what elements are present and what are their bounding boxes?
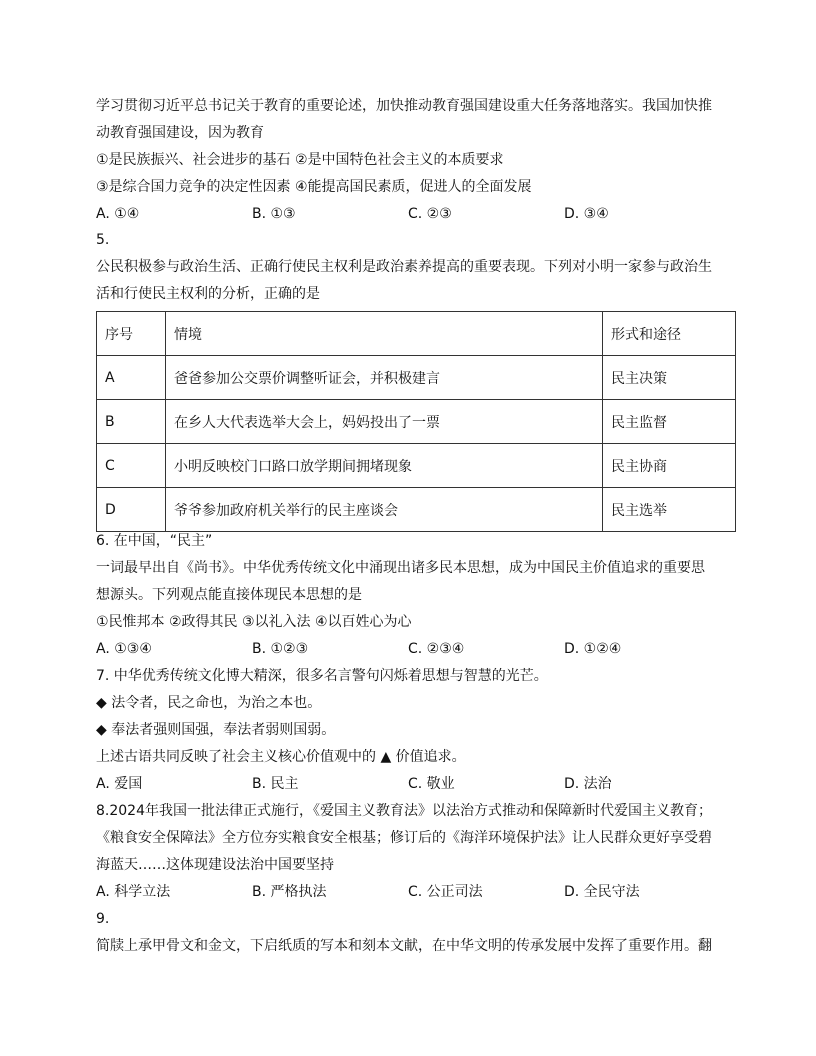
q6-option-c[interactable]: C. ②③④ bbox=[408, 641, 465, 657]
table-header-cell: 序号 bbox=[97, 312, 166, 356]
q8-option-a[interactable]: A. 科学立法 bbox=[96, 884, 171, 900]
q7-option-d[interactable]: D. 法治 bbox=[564, 776, 612, 792]
q5-number: 5. bbox=[96, 232, 110, 248]
q7-quote2: ◆ 奉法者强则国强，奉法者弱则国弱。 bbox=[96, 722, 336, 738]
table-cell: 在乡人大代表选举大会上，妈妈投出了一票 bbox=[166, 400, 603, 444]
q6-option-b[interactable]: B. ①②③ bbox=[252, 641, 309, 657]
table-cell: 民主协商 bbox=[603, 444, 736, 488]
q5-stem-line2: 活和行使民主权利的分析，正确的是 bbox=[96, 286, 320, 302]
table-cell: C bbox=[97, 444, 166, 488]
q4-statements-line1: ①是民族振兴、社会进步的基石 ②是中国特色社会主义的本质要求 bbox=[96, 152, 504, 168]
q6-stem-line2: 一词最早出自《尚书》。中华优秀传统文化中涌现出诸多民本思想，成为中国民主价值追求的重要思 bbox=[96, 560, 705, 576]
q4-option-d[interactable]: D. ③④ bbox=[564, 206, 609, 222]
table-row bbox=[97, 488, 736, 532]
table-row bbox=[97, 444, 736, 488]
q4-option-c[interactable]: C. ②③ bbox=[408, 206, 452, 222]
q6-options bbox=[96, 640, 736, 658]
table-cell: 小明反映校门口路口放学期间拥堵现象 bbox=[166, 444, 603, 488]
table-cell: A bbox=[97, 356, 166, 400]
table-cell: D bbox=[97, 488, 166, 532]
q9-stem-line1: 简牍上承甲骨文和金文，下启纸质的写本和刻本文献，在中华文明的传承发展中发挥了重要作用。翻 bbox=[96, 938, 712, 954]
q4-stem-line1: 学习贯彻习近平总书记关于教育的重要论述，加快推动教育强国建设重大任务落地落实。我国加快推 bbox=[96, 98, 712, 114]
table-cell: B bbox=[97, 400, 166, 444]
table-header-row bbox=[97, 312, 736, 356]
q4-stem-line2: 动教育强国建设，因为教育 bbox=[96, 125, 264, 141]
q7-option-a[interactable]: A. 爱国 bbox=[96, 776, 143, 792]
q5-stem-line1: 公民积极参与政治生活、正确行使民主权利是政治素养提高的重要表现。下列对小明一家参与政治生 bbox=[96, 259, 712, 275]
table-row bbox=[97, 400, 736, 444]
q4-option-a[interactable]: A. ①④ bbox=[96, 206, 140, 222]
table-cell: 爸爸参加公交票价调整听证会，并积极建言 bbox=[166, 356, 603, 400]
q7-stem: 7. 中华优秀传统文化博大精深，很多名言警句闪烁着思想与智慧的光芒。 bbox=[96, 668, 548, 684]
table-cell: 爷爷参加政府机关举行的民主座谈会 bbox=[166, 488, 603, 532]
table-header-cell: 情境 bbox=[166, 312, 603, 356]
q7-option-c[interactable]: C. 敬业 bbox=[408, 776, 455, 792]
q8-stem-line1: 8.2024年我国一批法律正式施行，《爱国主义教育法》以法治方式推动和保障新时代爱国主义教育； bbox=[96, 803, 712, 819]
table-cell: 民主决策 bbox=[603, 356, 736, 400]
q6-option-d[interactable]: D. ①②④ bbox=[564, 641, 622, 657]
q5-table bbox=[96, 311, 736, 532]
q9-number: 9. bbox=[96, 911, 110, 927]
q7-quote1: ◆ 法令者，民之命也，为治之本也。 bbox=[96, 695, 322, 711]
table-cell: 民主监督 bbox=[603, 400, 736, 444]
q4-options bbox=[96, 205, 736, 223]
q8-option-c[interactable]: C. 公正司法 bbox=[408, 884, 483, 900]
q6-option-a[interactable]: A. ①③④ bbox=[96, 641, 152, 657]
q6-statements: ①民惟邦本 ②政得其民 ③以礼入法 ④以百姓心为心 bbox=[96, 614, 412, 630]
q6-stem-line3: 想源头。下列观点能直接体现民本思想的是 bbox=[96, 587, 362, 603]
q8-options bbox=[96, 883, 736, 901]
table-row bbox=[97, 356, 736, 400]
q8-stem-line2: 《粮食安全保障法》全方位夯实粮食安全根基；修订后的《海洋环境保护法》让人民群众更好享受碧 bbox=[96, 830, 712, 846]
q7-stem2: 上述古语共同反映了社会主义核心价值观中的 ▲ 价值追求。 bbox=[96, 749, 466, 765]
table-cell: 民主选举 bbox=[603, 488, 736, 532]
q6-stem-line1: 6. 在中国，“民主” bbox=[96, 533, 213, 549]
q4-option-b[interactable]: B. ①③ bbox=[252, 206, 296, 222]
q8-stem-line3: 海蓝天……这体现建设法治中国要坚持 bbox=[96, 857, 334, 873]
q8-option-d[interactable]: D. 全民守法 bbox=[564, 884, 640, 900]
q7-option-b[interactable]: B. 民主 bbox=[252, 776, 299, 792]
q4-statements-line2: ③是综合国力竞争的决定性因素 ④能提高国民素质，促进人的全面发展 bbox=[96, 179, 532, 195]
q8-option-b[interactable]: B. 严格执法 bbox=[252, 884, 327, 900]
table-header-cell: 形式和途径 bbox=[603, 312, 736, 356]
q7-options bbox=[96, 775, 736, 793]
